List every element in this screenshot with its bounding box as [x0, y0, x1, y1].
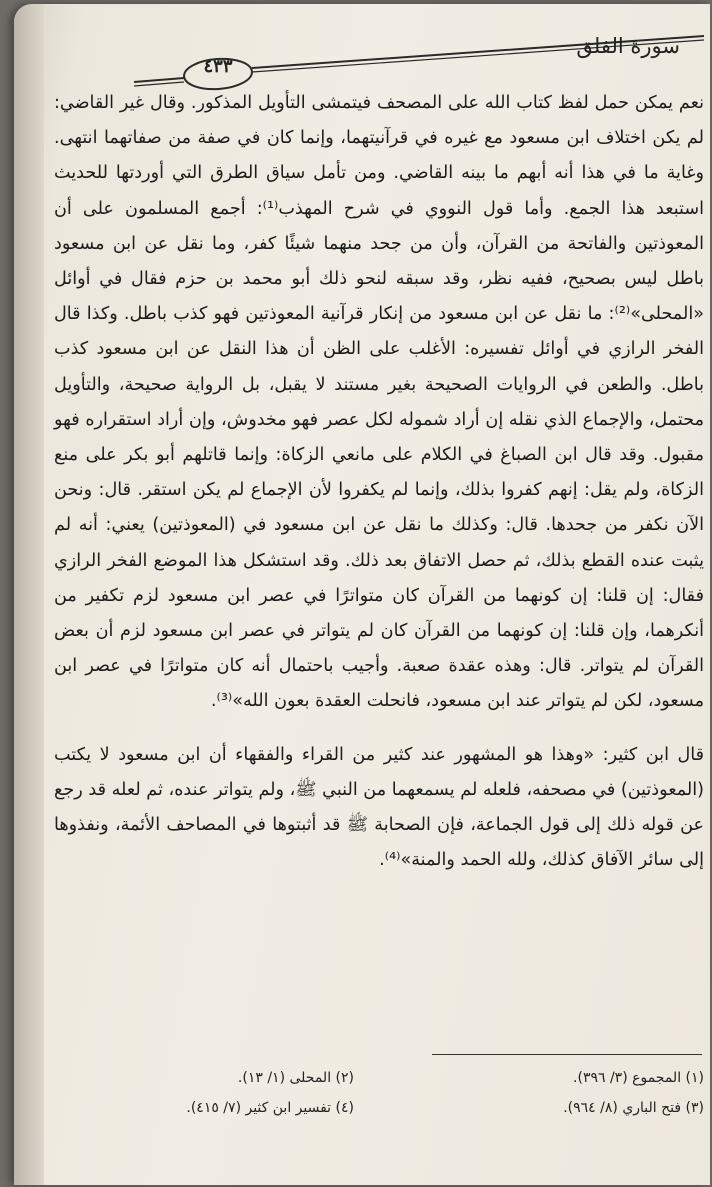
footnote-3: (٣) فتح الباري (٨/ ٩٦٤). — [563, 1100, 704, 1116]
page-header — [134, 24, 704, 94]
footnotes — [54, 1070, 704, 1130]
paragraph: نعم يمكن حمل لفظ كتاب الله على المصحف فيتمشى التأويل المذكور. وقال غير القاضي: لم يكن اختلاف ابن مسعود مع غيره في قرآنيتهما، وإنما كان في صفة من صفاتهما انتهى. وغاية ما في هذا أنه أبهم ما بينه القاضي. ومن تأمل سياق الطرق التي أوردتها للحديث استبعد هذا الجمع. وأما قول النووي في شرح المهذب⁽¹⁾: أجمع المسلمون على أن المعوذتين والفاتحة من القرآن، وأن من جحد منهما شيئًا كفر، وما نقل عن ابن مسعود باطل ليس بصحيح، ففيه نظر، وقد سبقه لنحو ذلك أبو محمد بن حزم فقال في أوائل «المحلى»⁽²⁾: ما نقل عن ابن مسعود من إنكار قرآنية المعوذتين فهو كذب باطل. وكذا قال الفخر الرازي في أوائل تفسيره: الأغلب على الظن أن هذا النقل عن ابن مسعود كذب باطل. والطعن في الروايات الصحيحة بغير مستند لا يقبل، بل الرواية صحيحة، والتأويل محتمل، والإجماع الذي نقله إن أراد شموله لكل عصر فهو مخدوش، وإن أراد استقراره فهو مقبول. وقد قال ابن الصباغ في الكلام على مانعي الزكاة: وإنما قاتلهم أبو بكر على منع الزكاة، ولم يقل: إنهم كفروا بذلك، وإنما لم يكفروا لأن الإجماع لم يكن استقر. قال: ونحن الآن نكفر من جحدها. قال: وكذلك ما نقل عن ابن مسعود في (المعوذتين) يعني: أنه لم يثبت عنده القطع بذلك، ثم حصل الاتفاق بعد ذلك. وقد استشكل هذا الموضع الفخر الرازي فقال: إن قلنا: إن كونهما من القرآن كان متواترًا في عصر ابن مسعود لزم تكفير من أنكرهما، وإن قلنا: إن كونهما من القرآن كان لم يتواتر في عصر ابن مسعود لزم أن بعض القرآن لم يتواتر. قال: وهذه عقدة صعبة. وأجيب باحتمال أنه كان متواترًا في عصر ابن مسعود، لكن لم يتواتر عند ابن مسعود، فانحلت العقدة بعون الله»⁽³⁾. — [54, 93, 704, 712]
page-number: ٤٣٣ — [203, 56, 233, 77]
page-gutter-shadow — [14, 4, 44, 1185]
paragraph-ibn-kathir-quote: قال ابن كثير: «وهذا هو المشهور عند كثير من القراء والفقهاء أن ابن مسعود لا يكتب (المعوذتين) في مصحفه، فلعله لم يسمعهما من النبي ﷺ، ولم يتواتر عنده، ثم لعله قد رجع عن قوله ذلك إلى قول الجماعة، فإن الصحابة ﷺ قد أثبتوها في المصاحف الأئمة، ونفذوها إلى سائر الآفاق كذلك، ولله الحمد والمنة»⁽⁴⁾. — [54, 744, 704, 871]
footnote-2: (٢) المحلى (١/ ١٣). — [237, 1070, 354, 1086]
footnote-row — [54, 1070, 704, 1100]
book-page — [14, 4, 710, 1185]
footnote-separator — [432, 1054, 702, 1055]
footnote-1: (١) المجموع (٣/ ٣٩٦). — [573, 1070, 704, 1086]
main-text — [54, 86, 704, 878]
footnote-4: (٤) تفسير ابن كثير (٧/ ٤١٥). — [186, 1100, 354, 1116]
footnote-row — [54, 1100, 704, 1130]
surah-title: سورة الفلق — [576, 34, 680, 58]
